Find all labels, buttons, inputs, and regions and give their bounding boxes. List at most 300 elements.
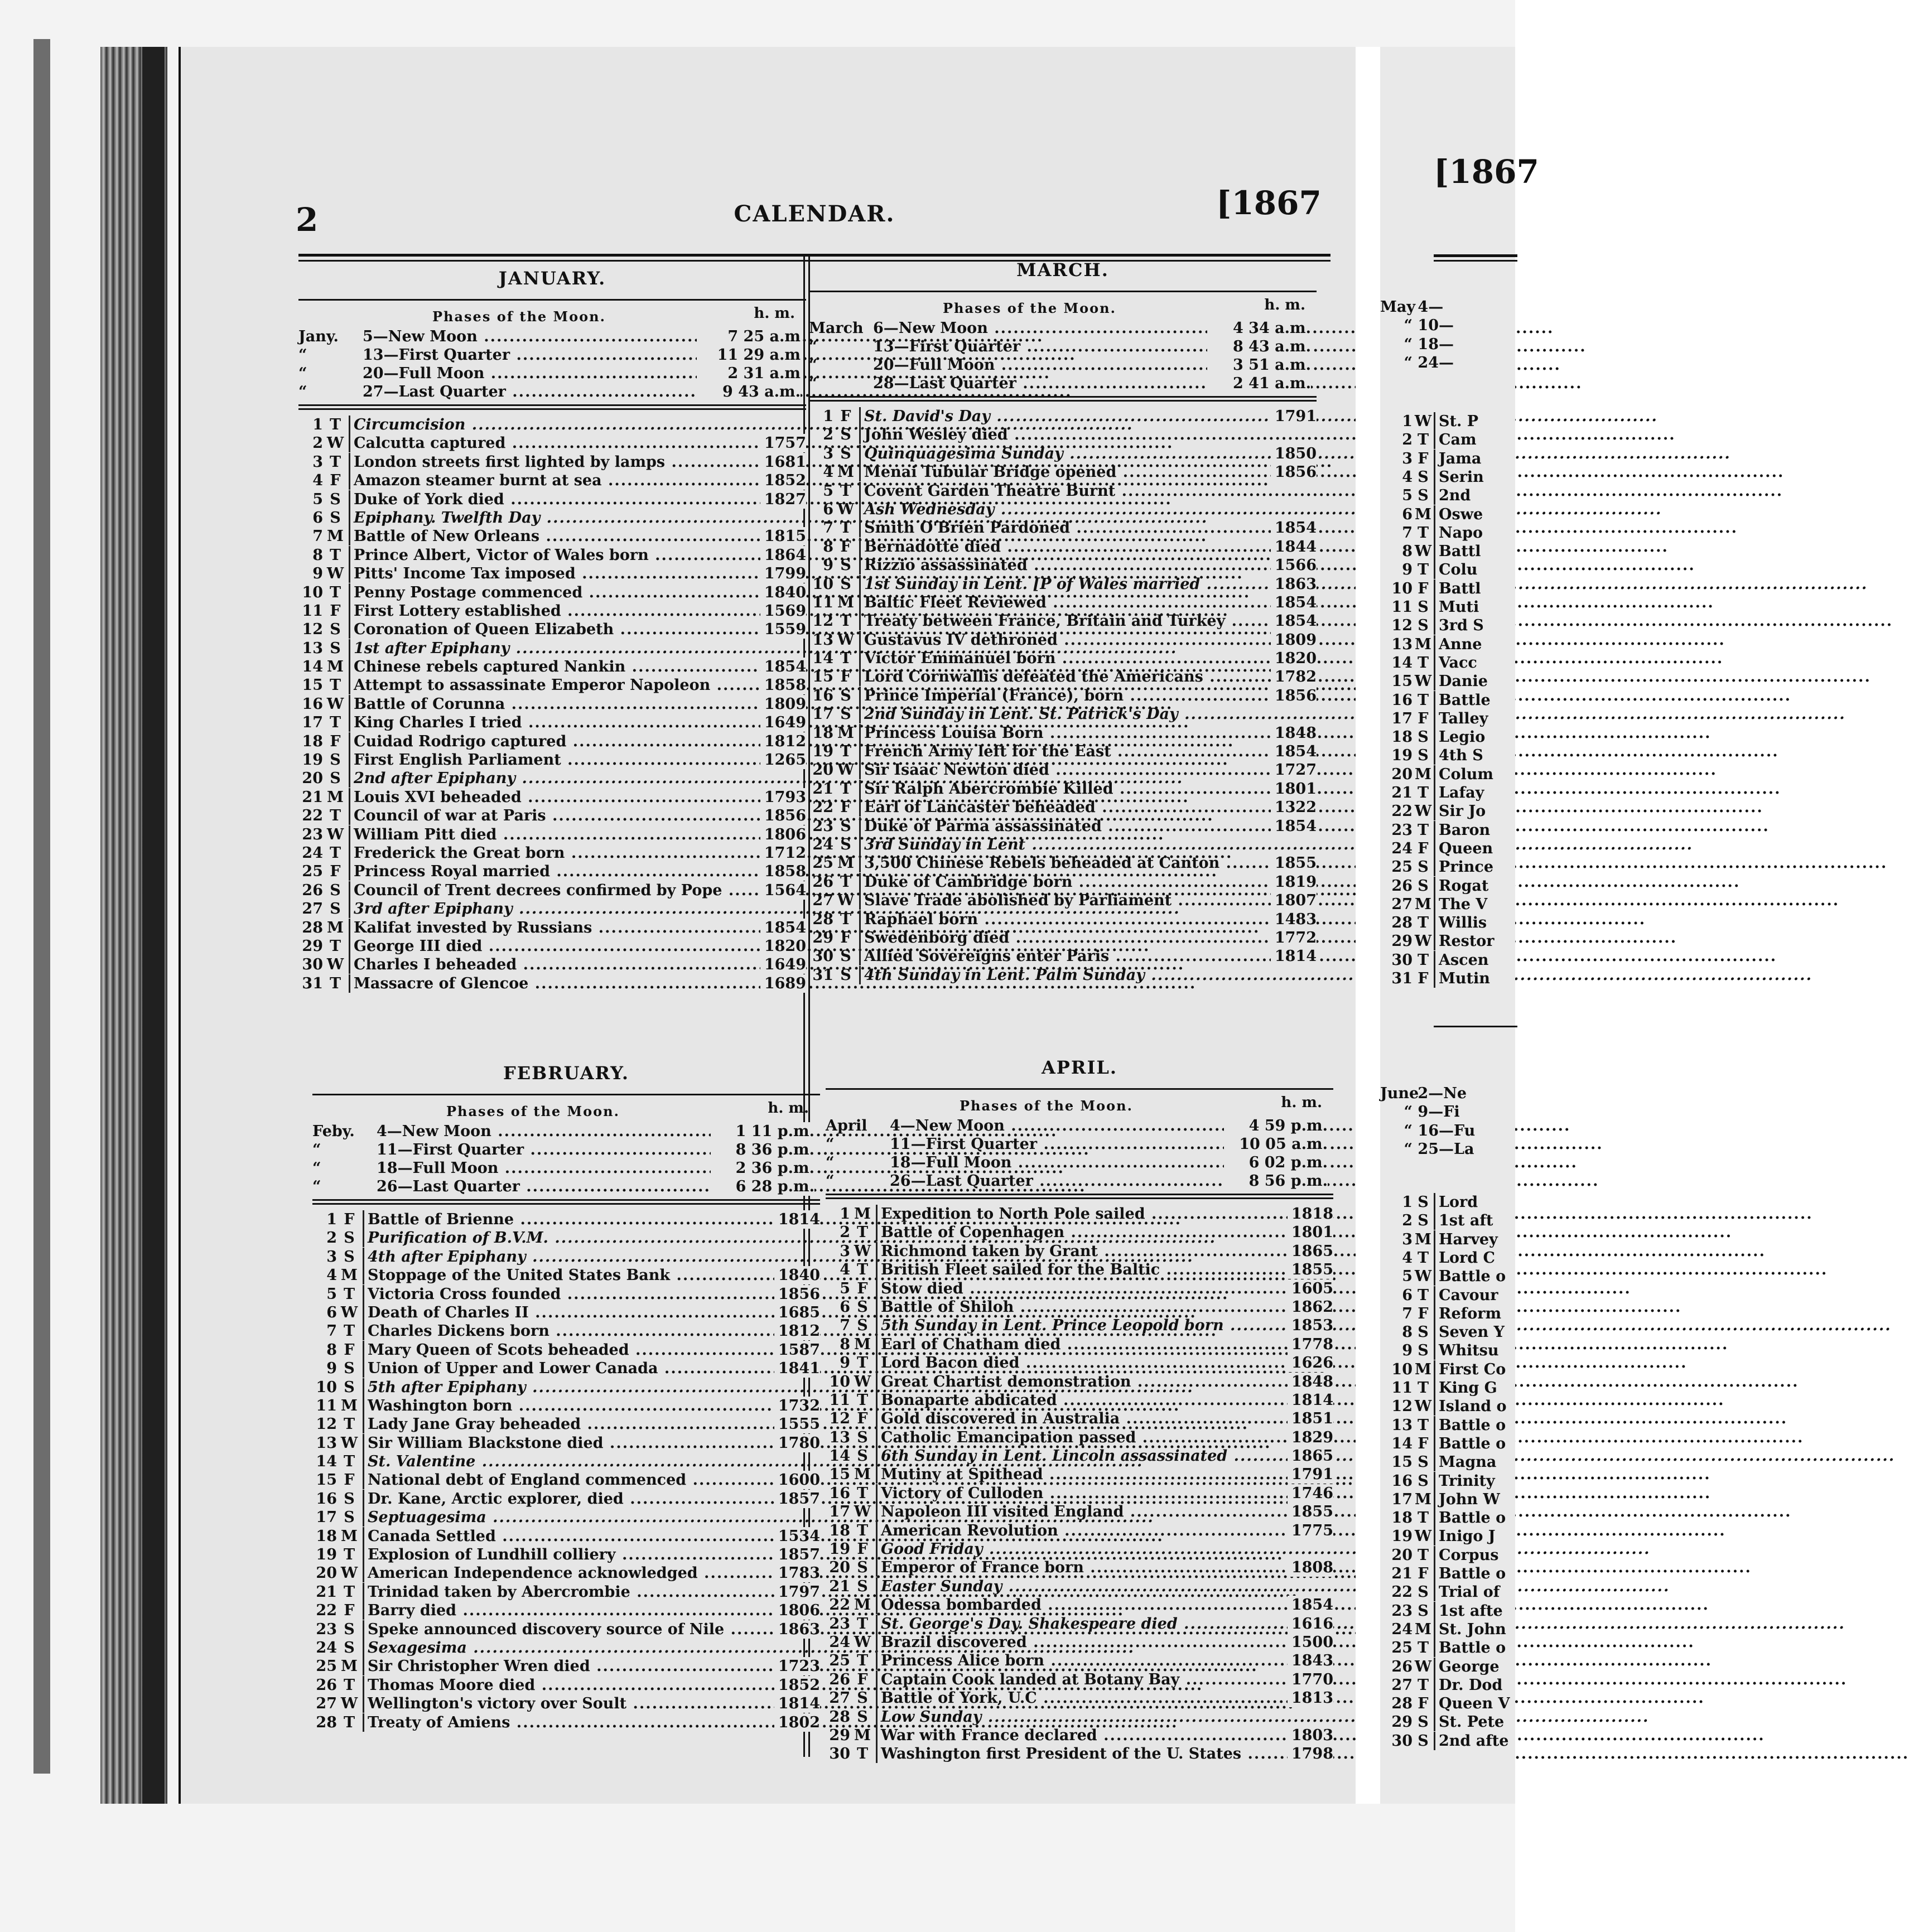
may-day-day-number: 29 <box>1391 933 1413 950</box>
may-day-weekday: W <box>1414 933 1432 950</box>
may-day-event: Colu <box>1434 561 1477 579</box>
day-row <box>312 1397 820 1415</box>
day-event: Battle of New Orleans ..... <box>349 527 758 545</box>
day-event: Massacre of Glencoe ..... <box>349 974 758 993</box>
day-row <box>298 844 806 862</box>
day-row <box>312 1694 820 1713</box>
month-march <box>809 259 1317 984</box>
day-event: Council of Trent decrees confirmed by Pope ..... <box>349 881 758 900</box>
day-number: 29 <box>302 937 323 955</box>
day-event: Charles Dickens born ..... <box>363 1322 772 1340</box>
day-row <box>298 695 806 713</box>
event-year: 1858 <box>760 676 806 694</box>
event-year: 1566 <box>1271 556 1317 574</box>
event-year: 1855 <box>1288 1260 1333 1279</box>
day-number: 22 <box>829 1596 850 1614</box>
event-year: 1793 <box>760 788 806 806</box>
weekday: W <box>340 1695 358 1713</box>
weekday: M <box>327 528 344 545</box>
day-event: Lord Bacon died ..... <box>876 1354 1285 1372</box>
may-day-weekday: F <box>1418 450 1429 467</box>
event-year: 1689 <box>760 974 806 993</box>
phase-name: 6—New Moon ..... <box>873 319 1185 337</box>
event-year: 1807 <box>1271 891 1317 910</box>
may-day-weekday: S <box>1418 487 1429 505</box>
phase-month: April <box>826 1117 867 1134</box>
may-day-day-number: 22 <box>1391 803 1413 820</box>
june-day-day-number: 13 <box>1391 1416 1413 1434</box>
event-year: 1814 <box>774 1210 820 1229</box>
weekday: T <box>343 1713 355 1731</box>
day-event: Lady Jane Gray beheaded ..... <box>363 1415 772 1433</box>
day-row <box>312 1359 820 1378</box>
weekday: F <box>857 1670 868 1688</box>
day-event: Duke of Parma assassinated ..... <box>859 817 1269 835</box>
day-row <box>312 1545 820 1564</box>
day-number: 1 <box>840 1205 850 1223</box>
june-day-event: George <box>1434 1658 1500 1676</box>
weekday: F <box>857 1540 868 1558</box>
may-day-event: Serin <box>1434 468 1484 486</box>
weekday: S <box>344 1509 355 1527</box>
month-days-rule <box>298 404 806 410</box>
event-year: 1801 <box>1271 780 1317 798</box>
day-number: 1 <box>823 408 833 425</box>
day-event: St. George's Day. Shakespeare died ..... <box>876 1615 1285 1633</box>
day-number: 24 <box>829 1633 850 1651</box>
weekday: T <box>329 807 341 825</box>
month-january <box>298 268 806 993</box>
day-row <box>809 463 1317 481</box>
event-year: 1806 <box>774 1601 820 1620</box>
day-row <box>298 788 806 806</box>
moon-phase-row <box>809 319 1317 337</box>
may-day-day-number: 23 <box>1391 821 1413 839</box>
day-number: 5 <box>840 1279 850 1297</box>
may-day-weekday: W <box>1414 543 1432 561</box>
may-phase-row <box>1380 298 1515 316</box>
june-day-weekday: T <box>1417 1286 1429 1304</box>
day-list <box>809 407 1317 984</box>
day-row <box>312 1434 820 1452</box>
day-number: 1 <box>312 416 323 433</box>
june-day-day-number: 6 <box>1402 1286 1413 1304</box>
phase-month: “ <box>312 1178 321 1195</box>
day-row <box>809 742 1317 761</box>
day-number: 11 <box>316 1397 337 1414</box>
june-day-day-number: 16 <box>1391 1472 1413 1490</box>
day-row <box>809 575 1317 593</box>
may-day-day-number: 25 <box>1391 858 1413 876</box>
event-year: 1820 <box>1271 649 1317 668</box>
day-row <box>298 806 806 825</box>
weekday: T <box>856 1745 869 1763</box>
day-number: 5 <box>326 1285 337 1303</box>
june-day-day-number: 5 <box>1402 1268 1413 1286</box>
may-phase-row <box>1380 335 1515 354</box>
day-row <box>826 1242 1333 1260</box>
may-day-row <box>1380 691 1515 709</box>
day-number: 27 <box>829 1689 850 1707</box>
day-number: 15 <box>829 1466 850 1484</box>
event-year: 1775 <box>1288 1522 1333 1540</box>
day-event: Brazil discovered ..... <box>876 1633 1285 1651</box>
may-day-event: Ascen <box>1434 951 1488 969</box>
day-event: Low Sunday ..... <box>876 1708 1285 1726</box>
binding-shadow <box>142 47 165 1804</box>
june-day-event: Whitsu <box>1434 1341 1499 1360</box>
may-day-row <box>1380 858 1515 876</box>
june-day-weekday: T <box>1417 1639 1429 1657</box>
may-day-event: Prince <box>1434 858 1493 876</box>
event-year: 1685 <box>774 1303 820 1322</box>
phase-time: 8 43 a.m. <box>1207 337 1311 356</box>
day-number: 17 <box>829 1503 850 1521</box>
day-row <box>809 538 1317 556</box>
day-number: 3 <box>312 453 323 471</box>
weekday: T <box>856 1391 869 1409</box>
day-event: Swedenborg died ..... <box>859 929 1269 947</box>
weekday: T <box>329 583 341 601</box>
day-number: 11 <box>812 593 833 611</box>
day-number: 13 <box>316 1434 337 1452</box>
day-number: 2 <box>312 434 323 452</box>
weekday: S <box>840 445 851 462</box>
may-day-day-number: 27 <box>1391 895 1413 913</box>
day-event: Louis XVI beheaded ..... <box>349 788 758 806</box>
june-day-event: Island o <box>1434 1397 1507 1416</box>
june-day-event: Trial of <box>1434 1583 1500 1601</box>
day-number: 16 <box>316 1490 337 1508</box>
may-day-event: Cam <box>1434 431 1477 449</box>
day-number: 27 <box>302 900 323 918</box>
day-number: 25 <box>302 863 323 881</box>
june-day-weekday: S <box>1418 1212 1429 1230</box>
day-event: Barry died ..... <box>363 1601 772 1620</box>
june-day-weekday: M <box>1415 1360 1431 1378</box>
day-event: Richmond taken by Grant ..... <box>876 1242 1285 1260</box>
day-number: 29 <box>829 1726 850 1744</box>
weekday: F <box>840 408 851 425</box>
moon-phase-row <box>809 337 1317 356</box>
day-event: Duke of York died ..... <box>349 490 758 509</box>
june-day-day-number: 7 <box>1402 1305 1413 1322</box>
weekday: T <box>840 910 852 928</box>
june-day-row <box>1380 1193 1515 1211</box>
day-row <box>809 724 1317 742</box>
moon-phase-row <box>298 327 806 346</box>
moon-phase-row <box>298 346 806 364</box>
month-february <box>312 1062 820 1732</box>
may-day-event: Vacc <box>1434 654 1477 672</box>
next-page-fragment <box>1380 47 1539 1804</box>
day-number: 14 <box>316 1453 337 1471</box>
event-year: 1555 <box>774 1415 820 1433</box>
event-year: 1829 <box>1288 1428 1333 1447</box>
june-phase-month: “ <box>1404 1122 1413 1139</box>
june-day-day-number: 10 <box>1391 1360 1413 1378</box>
event-year: 1854 <box>1288 1596 1333 1614</box>
may-day-day-number: 24 <box>1391 839 1413 857</box>
weekday: S <box>330 751 341 769</box>
day-event: Sir Christopher Wren died ..... <box>363 1657 772 1675</box>
may-day-row <box>1380 765 1515 784</box>
phase-name: 13—First Quarter ..... <box>363 346 675 364</box>
event-year: 1854 <box>760 919 806 937</box>
day-row <box>809 966 1317 984</box>
june-phase-text: 16—Fu <box>1418 1122 1476 1139</box>
day-event: Good Friday ..... <box>876 1540 1285 1558</box>
event-year: 1850 <box>1271 445 1317 463</box>
weekday: W <box>854 1242 871 1260</box>
june-day-event: Lord <box>1434 1193 1478 1211</box>
phase-time: 8 56 p.m. <box>1224 1172 1328 1190</box>
day-event: Septuagesima ..... <box>363 1508 772 1527</box>
weekday: W <box>854 1373 871 1390</box>
event-year: 1772 <box>1271 929 1317 947</box>
may-day-row <box>1380 784 1515 802</box>
day-event: Penny Postage commenced ..... <box>349 583 758 602</box>
moon-phase-row <box>312 1141 820 1159</box>
june-day-row <box>1380 1341 1515 1360</box>
weekday: S <box>840 575 851 593</box>
june-day-day-number: 17 <box>1391 1490 1413 1508</box>
event-year: 1865 <box>1288 1242 1333 1260</box>
may-day-day-number: 28 <box>1391 914 1413 932</box>
may-day-day-number: 19 <box>1391 747 1413 765</box>
june-day-day-number: 24 <box>1391 1620 1413 1638</box>
day-number: 30 <box>812 948 833 965</box>
event-year: 1854 <box>1271 519 1317 537</box>
event-year: 1802 <box>774 1713 820 1732</box>
event-year: 1851 <box>1288 1409 1333 1428</box>
weekday: M <box>341 1658 358 1675</box>
june-day-event: Cavour <box>1434 1286 1498 1305</box>
may-day-weekday: S <box>1418 617 1429 635</box>
event-year: 1649 <box>760 955 806 974</box>
day-row <box>826 1670 1333 1689</box>
day-event: 4th after Epiphany ..... <box>363 1248 772 1266</box>
phase-month: March <box>809 320 864 337</box>
day-row <box>809 910 1317 929</box>
day-number: 3 <box>840 1242 850 1260</box>
june-day-event: Inigo J <box>1434 1527 1496 1545</box>
book-edge-shadow <box>33 39 50 1774</box>
weekday: T <box>329 844 341 862</box>
may-day-day-number: 10 <box>1391 579 1413 597</box>
day-event: Stow died ..... <box>876 1279 1285 1298</box>
day-number: 15 <box>812 668 833 686</box>
day-number: 7 <box>326 1322 337 1340</box>
month-title: MARCH. <box>1016 259 1109 281</box>
weekday: T <box>856 1615 869 1632</box>
day-number: 4 <box>840 1261 850 1279</box>
june-day-day-number: 30 <box>1391 1732 1413 1750</box>
day-event: 5th Sunday in Lent. Prince Leopold born ..... <box>876 1316 1285 1335</box>
day-row <box>826 1298 1333 1316</box>
day-row <box>298 900 806 918</box>
june-day-weekday: M <box>1415 1620 1431 1638</box>
may-day-event: 3rd S <box>1434 616 1484 635</box>
may-day-weekday: T <box>1417 951 1429 969</box>
june-day-weekday: S <box>1418 1602 1429 1620</box>
may-day-row <box>1380 635 1515 654</box>
day-event: 6th Sunday in Lent. Lincoln assassinated ..... <box>876 1447 1285 1465</box>
day-number: 14 <box>829 1447 850 1465</box>
day-row <box>312 1378 820 1397</box>
june-day-event: King G <box>1434 1379 1497 1397</box>
may-day-event: Baron <box>1434 821 1490 839</box>
weekday: T <box>329 937 341 955</box>
phase-month: Feby. <box>312 1123 355 1140</box>
june-phase-row <box>1380 1103 1515 1121</box>
month-rule <box>298 299 806 301</box>
event-year: 1801 <box>1288 1223 1333 1242</box>
event-year: 1862 <box>1288 1298 1333 1316</box>
june-day-event: Battle o <box>1434 1267 1506 1286</box>
weekday: T <box>840 780 852 798</box>
day-event: Coronation of Queen Elizabeth ..... <box>349 620 758 639</box>
may-day-weekday: S <box>1418 877 1429 895</box>
may-day-row <box>1380 598 1515 616</box>
event-year: 1844 <box>1271 538 1317 556</box>
day-event: 3,500 Chinese Rebels beheaded at Canton ..... <box>859 854 1269 872</box>
day-row <box>809 649 1317 668</box>
event-year: 1732 <box>774 1397 820 1415</box>
day-row <box>312 1322 820 1340</box>
june-phase-month: “ <box>1404 1140 1413 1158</box>
june-day-day-number: 9 <box>1402 1342 1413 1360</box>
may-day-weekday: T <box>1417 561 1429 579</box>
phase-name: 26—Last Quarter ..... <box>377 1177 689 1196</box>
may-day-row <box>1380 524 1515 542</box>
moon-phase-row <box>809 374 1317 393</box>
weekday: S <box>840 817 851 835</box>
june-day-weekday: T <box>1417 1676 1429 1694</box>
moon-phases-title: Phases of the Moon. <box>943 300 1116 316</box>
event-year: 1864 <box>760 546 806 564</box>
weekday: S <box>330 900 341 918</box>
event-year: 1587 <box>774 1341 820 1359</box>
day-number: 18 <box>829 1522 850 1539</box>
weekday: M <box>341 1267 358 1284</box>
event-year: 1564 <box>760 881 806 900</box>
may-day-row <box>1380 616 1515 635</box>
day-number: 4 <box>326 1267 337 1284</box>
day-number: 7 <box>840 1317 850 1335</box>
day-event: St. Valentine ..... <box>363 1452 772 1471</box>
day-number: 13 <box>812 631 833 649</box>
day-row <box>312 1415 820 1433</box>
moon-phase-row <box>298 364 806 383</box>
day-row <box>826 1223 1333 1242</box>
day-number: 16 <box>829 1484 850 1502</box>
day-row <box>298 546 806 564</box>
phase-name: 4—New Moon ..... <box>377 1122 689 1141</box>
phase-name: 20—Full Moon ..... <box>363 364 675 383</box>
june-day-day-number: 14 <box>1391 1434 1413 1452</box>
day-number: 14 <box>302 658 323 676</box>
day-row <box>298 564 806 583</box>
may-day-weekday: T <box>1417 821 1429 839</box>
moon-phase-row <box>826 1117 1333 1135</box>
weekday: S <box>330 490 341 508</box>
weekday: W <box>837 892 855 910</box>
weekday: M <box>854 1205 871 1223</box>
may-day-weekday: F <box>1418 579 1429 597</box>
weekday: T <box>329 714 341 732</box>
day-event: George III died ..... <box>349 937 758 955</box>
next-page-section-rule <box>1434 1026 1517 1027</box>
may-day-row <box>1380 709 1515 728</box>
day-number: 9 <box>823 557 833 574</box>
day-event: Frederick the Great born ..... <box>349 844 758 862</box>
day-event: St. David's Day ..... <box>859 407 1269 426</box>
weekday: S <box>344 1360 355 1378</box>
day-event: Canada Settled ..... <box>363 1527 772 1545</box>
day-event: Calcutta captured ..... <box>349 434 758 452</box>
day-event: British Fleet sailed for the Baltic ..... <box>876 1260 1285 1279</box>
event-year: 1848 <box>1288 1373 1333 1391</box>
day-event: Sir Isaac Newton died ..... <box>859 761 1269 779</box>
june-day-day-number: 8 <box>1402 1324 1413 1341</box>
june-day-row <box>1380 1267 1515 1286</box>
may-phase-row <box>1380 354 1515 372</box>
day-event: Gold discovered in Australia ..... <box>876 1409 1285 1428</box>
may-day-row <box>1380 802 1515 820</box>
may-day-event: The V <box>1434 895 1487 914</box>
june-day-row <box>1380 1620 1515 1639</box>
weekday: W <box>326 565 344 583</box>
event-year: 1857 <box>774 1490 820 1508</box>
june-day-row <box>1380 1546 1515 1564</box>
day-number: 12 <box>812 612 833 630</box>
may-day-weekday: F <box>1418 970 1429 987</box>
event-year: 1856 <box>760 806 806 825</box>
event-year: 1569 <box>760 602 806 620</box>
weekday: M <box>837 724 854 742</box>
day-number: 24 <box>302 844 323 862</box>
day-number: 27 <box>812 892 833 910</box>
june-day-day-number: 12 <box>1391 1398 1413 1416</box>
day-event: Battle of Copenhagen ..... <box>876 1223 1285 1242</box>
weekday: S <box>330 770 341 788</box>
day-number: 21 <box>829 1577 850 1595</box>
june-day-row <box>1380 1472 1515 1490</box>
may-day-row <box>1380 561 1515 579</box>
weekday: M <box>327 919 344 936</box>
weekday: S <box>857 1708 868 1726</box>
weekday: F <box>840 668 851 686</box>
weekday: T <box>856 1261 869 1279</box>
june-day-day-number: 20 <box>1391 1546 1413 1564</box>
may-day-weekday: M <box>1415 505 1431 523</box>
event-year: 1855 <box>1271 854 1317 872</box>
may-phase-row <box>1380 316 1515 335</box>
phase-name: 5—New Moon ..... <box>363 327 675 346</box>
event-year: 1797 <box>774 1583 820 1601</box>
day-row <box>826 1391 1333 1409</box>
time-unit-label: h. m. <box>754 305 795 322</box>
phase-month: “ <box>809 356 818 374</box>
day-number: 20 <box>302 770 323 788</box>
day-event: Princess Royal married ..... <box>349 862 758 881</box>
may-day-weekday: T <box>1417 431 1429 449</box>
june-day-event: Reform <box>1434 1305 1501 1323</box>
event-year: 1500 <box>1288 1633 1333 1651</box>
weekday: S <box>344 1639 355 1656</box>
phase-name: 13—First Quarter ..... <box>873 337 1185 356</box>
